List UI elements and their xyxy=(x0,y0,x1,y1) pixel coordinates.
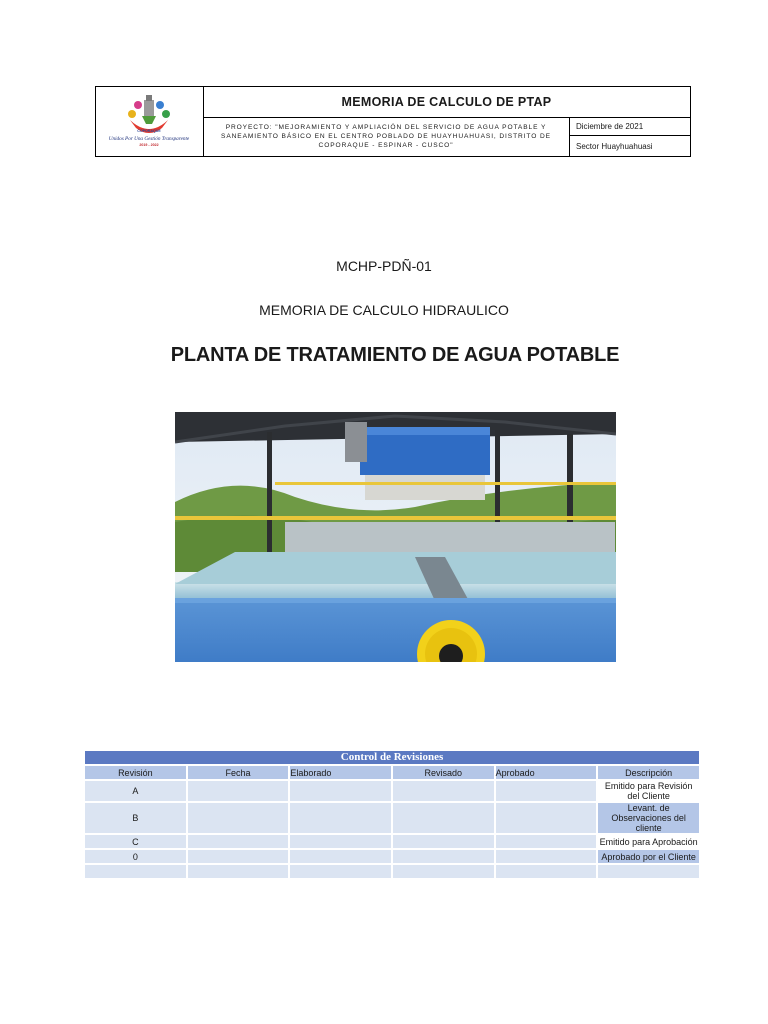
cell-approved xyxy=(496,803,597,833)
col-prepared: Elaborado xyxy=(290,766,391,779)
cell-description: Levant. de Observaciones del cliente xyxy=(598,803,699,833)
cell-description: Emitido para Aprobación xyxy=(599,836,698,847)
cell-reviewed xyxy=(393,850,494,863)
cell-approved xyxy=(496,781,597,801)
project-description: PROYECTO: "MEJORAMIENTO Y AMPLIACIÓN DEL SERVICIO DE AGUA POTABLE Y SANEAMIENTO BÁSICO EN EL CENTRO POBLADO DE HUAYHUAHUASI, DISTRITO DE COPORAQUE - ESPINAR - CUSCO" xyxy=(203,117,570,156)
cell-date xyxy=(188,835,289,848)
col-revision: Revisión xyxy=(85,766,186,779)
revisions-caption: Control de Revisiones xyxy=(85,751,699,764)
cell-prepared xyxy=(290,781,391,801)
header-date: Diciembre de 2021 xyxy=(570,117,690,136)
cell-approved xyxy=(496,865,597,878)
cell-reviewed xyxy=(393,781,494,801)
cell-description: Aprobado por el Cliente xyxy=(598,850,699,863)
table-row xyxy=(85,835,699,848)
table-row xyxy=(85,850,699,863)
document-code: MCHP-PDÑ-01 xyxy=(336,258,432,274)
svg-text:COPORAQUE: COPORAQUE xyxy=(137,129,161,133)
document-title: PLANTA DE TRATAMIENTO DE AGUA POTABLE xyxy=(170,344,620,366)
header-title: MEMORIA DE CALCULO DE PTAP xyxy=(203,87,690,118)
cell-reviewed xyxy=(393,835,494,848)
table-row xyxy=(85,781,699,801)
cell-revision: A xyxy=(85,781,186,801)
svg-text:2019 - 2022: 2019 - 2022 xyxy=(139,143,159,147)
logo-cell xyxy=(96,87,204,156)
cell-prepared xyxy=(290,803,391,833)
table-row xyxy=(85,865,699,878)
cell-date xyxy=(188,865,289,878)
cell-reviewed xyxy=(393,803,494,833)
cell-description: Emitido para Revisión del Cliente xyxy=(598,781,699,801)
col-date: Fecha xyxy=(188,766,289,779)
cell-revision: B xyxy=(85,803,186,833)
cell-date xyxy=(188,803,289,833)
cell-approved xyxy=(496,835,597,848)
document-header xyxy=(95,86,691,157)
cell-prepared xyxy=(290,850,391,863)
municipality-logo xyxy=(100,90,199,154)
plant-photo xyxy=(175,412,616,662)
cell-reviewed xyxy=(393,865,494,878)
cell-revision: 0 xyxy=(85,850,186,863)
cell-date xyxy=(188,850,289,863)
cell-prepared xyxy=(290,865,391,878)
col-description: Descripción xyxy=(598,766,699,779)
header-sector: Sector Huayhuahuasi xyxy=(576,141,653,151)
revisions-table xyxy=(85,751,703,878)
cell-revision: C xyxy=(85,835,186,848)
revisions-header-row xyxy=(85,766,699,779)
col-reviewed: Revisado xyxy=(393,766,494,779)
cell-prepared xyxy=(290,835,391,848)
cell-approved xyxy=(496,850,597,863)
svg-text:Unidos Por Una Gestión Transpa: Unidos Por Una Gestión Transparente xyxy=(108,136,190,142)
table-row xyxy=(85,803,699,833)
col-approved: Aprobado xyxy=(496,766,597,779)
document-subtitle: MEMORIA DE CALCULO HIDRAULICO xyxy=(259,302,509,318)
cell-description xyxy=(598,865,699,878)
cell-date xyxy=(188,781,289,801)
cell-revision xyxy=(85,865,186,878)
